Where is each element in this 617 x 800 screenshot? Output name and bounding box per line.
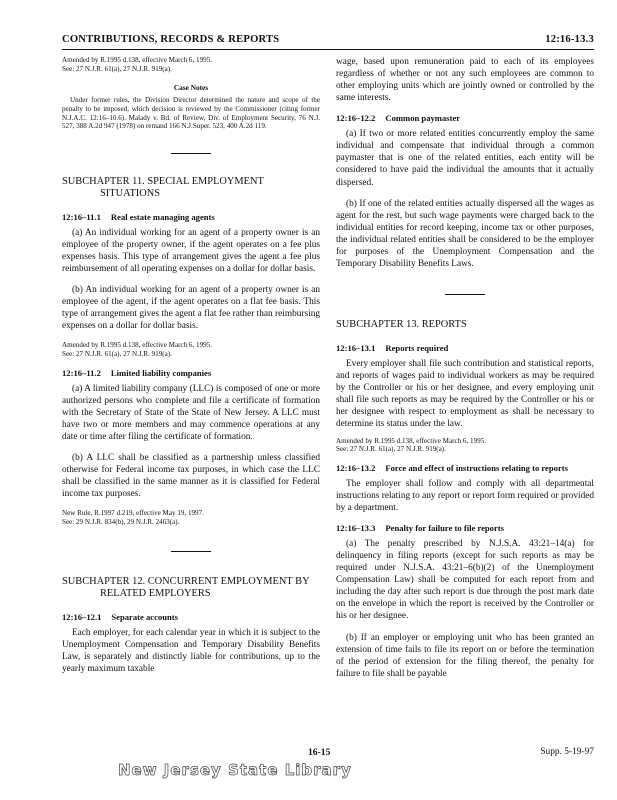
section-number: 12:16–13.3 xyxy=(336,523,376,534)
section-heading xyxy=(62,612,320,623)
section-number: 12:16–13.1 xyxy=(336,343,376,354)
section-divider xyxy=(171,153,211,154)
section-title: Separate accounts xyxy=(111,611,178,622)
section-title: Penalty for failure to file reports xyxy=(385,523,505,534)
page-footer xyxy=(62,747,594,761)
new-rule-note: See: 29 N.J.R. 834(b), 29 N.J.R. 2463(a). xyxy=(62,518,180,527)
library-stamp: New Jersey State Library xyxy=(118,761,352,779)
amendment-note: See: 27 N.J.R. 61(a), 27 N.J.R. 919(a). xyxy=(62,64,172,73)
section-divider xyxy=(171,551,211,552)
section-heading xyxy=(62,212,320,223)
paragraph: (b) If one of the related entities actually dispersed all the wages as agent for the rest, but such wage payments were charged back to the individual entities for record keeping, income tax or other purposes, the individual related entities shall be considered to be the employer for purposes of the Unemployment Compensation and the Temporary Disability Benefits Laws. xyxy=(336,198,594,270)
paragraph: Every employer shall file such contribution and statistical reports, and reports of wages paid to individual workers as may be required by the Controller or his or her designee, and every employing unit shall file such reports as may be required by the Controller or his or her designee with respect to employment as shall be necessary to determine its status under the law. xyxy=(336,359,594,430)
amendment-note: See: 27 N.J.R. 61(a), 27 N.J.R. 919(a). xyxy=(336,445,446,454)
section-number: 12:16–13.2 xyxy=(336,462,376,473)
paragraph: (b) A LLC shall be classified as a partnership unless classified otherwise for Federal income tax purposes, in which case the LLC shall be classified in the same manner as it is classified for Federal income tax purposes. xyxy=(62,453,320,500)
section-title: Reports required xyxy=(385,343,449,354)
supplement-date: Supp. 5-19-97 xyxy=(540,747,594,757)
left-column xyxy=(62,56,320,675)
section-number: 12:16–12.1 xyxy=(62,611,102,622)
section-title: Real estate managing agents xyxy=(110,211,215,222)
paragraph: (a) If two or more related entities concurrently employ the same individual and compensate that individual through a common paymaster that is one of the related entities, each entity will be considered to have paid the individual the amounts that it actually dispersed. xyxy=(336,129,594,188)
section-heading xyxy=(336,113,594,124)
paragraph: (b) An individual working for an agent of a property owner is an employee of the agent, if the agent operates on a flat fee basis. This type of arrangement gives the agent a flat fee rather than reimbursing expenses on a dollar for dollar basis. xyxy=(62,284,320,332)
section-title: Force and effect of instructions relating to reports xyxy=(385,462,568,473)
header-title: CONTRIBUTIONS, RECORDS & REPORTS xyxy=(62,34,280,45)
section-heading xyxy=(336,343,594,354)
paragraph: (b) If an employer or employing unit who has been granted an extension of time fails to file its report on or before the termination of the period of extension for the filing thereof, the penalty for failure to file shall be payable xyxy=(336,632,594,679)
subchapter-heading: SUBCHAPTER 11. SPECIAL EMPLOYMENT SITUATIONS xyxy=(62,175,264,199)
paragraph: The employer shall follow and comply with all departmental instructions relating to any report or report form required or provided by a department. xyxy=(336,478,594,513)
section-number: 12:16–12.2 xyxy=(336,113,376,124)
case-notes-heading: Case Notes xyxy=(173,83,209,93)
amendment-note: Amended by R.1995 d.138, effective March 6, 1995. xyxy=(62,341,212,350)
case-notes-text: Under former rules, the Division Director determined the nature and scope of the penalty to be imposed, which decision is reviewed by the Commissioner (citing former N.J.A.C. 12:16–10.6). Malady v. Bd. of Review, Div. of Employment Security, 76 N.J. 527, 388 A.2d 947 (1978) on remand 166 N.J.Super. 523, 400 A.2d 119. xyxy=(62,96,320,131)
running-header xyxy=(62,33,594,50)
section-heading xyxy=(336,463,594,474)
section-title: Common paymaster xyxy=(385,113,461,124)
right-column xyxy=(336,56,594,680)
paragraph: (a) A limited liability company (LLC) is composed of one or more authorized persons who complete and file a certificate of formation with the Secretary of State of the State of New Jersey. A LLC must have two or more members and may commence operations at any date or time after filing the certificate of formation. xyxy=(62,383,320,442)
section-heading xyxy=(336,523,594,534)
subchapter-heading: SUBCHAPTER 13. REPORTS xyxy=(336,319,467,331)
paragraph: wage, based upon remuneration paid to each of its employees regardless of whether or not any such employees are common to other employing units which are jointly owned or controlled by the same interests. xyxy=(336,57,594,104)
amendment-note: See: 27 N.J.R. 61(a), 27 N.J.R. 919(a). xyxy=(62,350,172,359)
paragraph: Each employer, for each calendar year in which it is subject to the Unemployment Compensation and Temporary Disability Benefits Law, is separately and distinctly liable for contributions, up to the yearly maximum taxable xyxy=(62,627,320,674)
paragraph: (a) An individual working for an agent of a property owner is an employee of the property owner, if the agent operates on a fee plus expenses basis. This type of arrangement gives the agent a fee plus reimbursement of all operating expenses on a dollar for dollar basis. xyxy=(62,227,320,274)
amendment-note: Amended by R.1995 d.138, effective March 6, 1995. xyxy=(62,56,212,64)
section-heading xyxy=(62,368,320,379)
paragraph: (a) The penalty prescribed by N.J.S.A. 43:21–14(a) for delinquency in filing reports (except for such reports as may be required under N.J.S.A. 43:21–6(b)(2) of the Unemployment Compensation Law) shall be computed for each report from and including the day after such report is due through the post mark date on the envelope in which the report is received by the Controller or his or her designee. xyxy=(336,538,594,622)
section-number: 12:16–11.2 xyxy=(62,367,101,378)
new-rule-note: New Rule, R.1997 d.219, effective May 19, 1997. xyxy=(62,509,204,518)
section-title: Limited liability companies xyxy=(110,367,212,378)
section-number: 12:16–11.1 xyxy=(62,211,101,222)
header-section-number: 12:16-13.3 xyxy=(545,34,594,45)
subchapter-heading: SUBCHAPTER 12. CONCURRENT EMPLOYMENT BY RELATED EMPLOYERS xyxy=(62,575,310,599)
amendment-note: Amended by R.1995 d.138, effective March 6, 1995. xyxy=(336,436,486,445)
section-divider xyxy=(445,294,485,295)
page-number: 16-15 xyxy=(308,747,331,758)
